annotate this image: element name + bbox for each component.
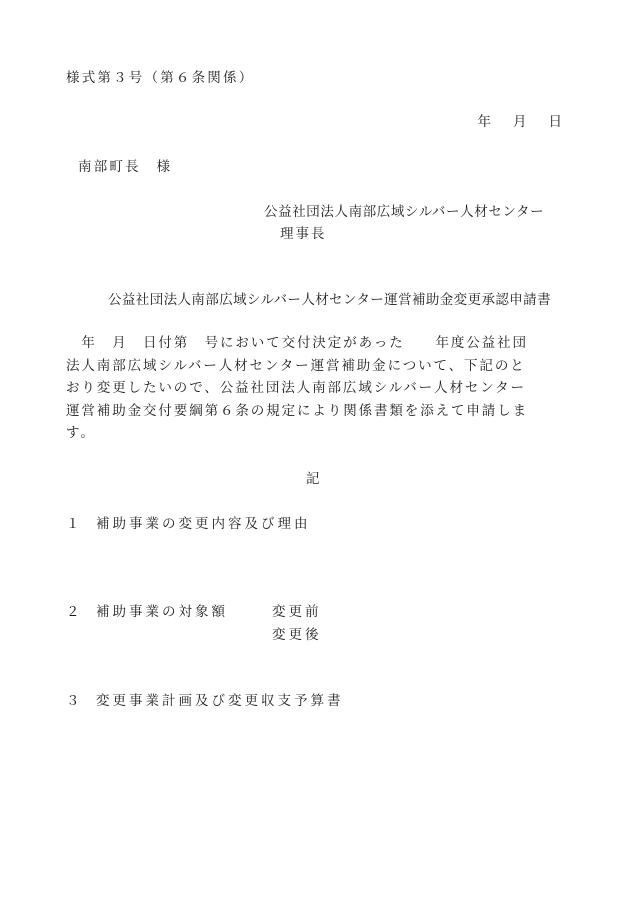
sender-organization: 公益社団法人南部広域シルバー人材センター: [264, 204, 545, 220]
item-number: １: [66, 516, 83, 532]
ki-label: 記: [306, 471, 320, 487]
item-2-before: 変更前: [272, 604, 322, 620]
addressee: 南部町長 様: [78, 159, 173, 175]
item-label: 補助事業の対象額: [96, 604, 228, 620]
item-1: [66, 512, 311, 532]
item-2: [66, 600, 228, 620]
body-line: 法人南部広域シルバー人材センター運営補助金について、下記のと: [66, 357, 526, 374]
date-line: [478, 110, 563, 130]
body-line: す。: [66, 425, 96, 441]
date-month: 月: [513, 114, 527, 130]
item-number: ２: [66, 604, 83, 620]
body-line: 運営補助金交付要綱第６条の規定により関係書類を添えて申請しま: [66, 402, 528, 419]
item-number: ３: [66, 693, 83, 709]
item-3: [66, 689, 344, 709]
body-line: おり変更したいので、公益社団法人南部広域シルバー人材センター: [66, 380, 526, 396]
form-number: 様式第３号（第６条関係）: [66, 70, 255, 86]
sender-role: 理事長: [280, 226, 327, 242]
item-2-after: 変更後: [272, 627, 322, 643]
item-label: 変更事業計画及び変更収支予算書: [96, 693, 344, 709]
body-paragraph: [66, 332, 564, 445]
item-label: 補助事業の変更内容及び理由: [96, 516, 311, 532]
body-line: 年 月 日付第 号において交付決定があった 年度公益社団: [66, 335, 528, 351]
document-title: 公益社団法人南部広域シルバー人材センター運営補助金変更承認申請書: [108, 292, 551, 308]
date-day: 日: [548, 114, 562, 130]
date-year: 年: [477, 114, 491, 130]
